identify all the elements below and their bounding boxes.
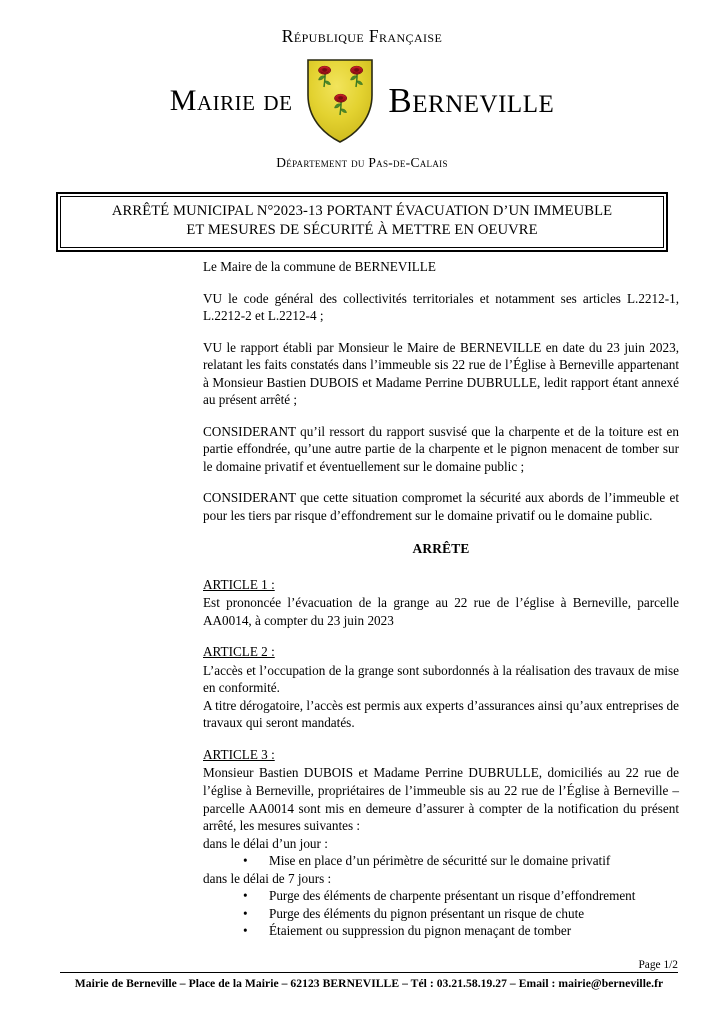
list-item — [243, 887, 679, 905]
list-item-label: Mise en place d’un périmètre de sécuritté sur le domaine privatif — [269, 853, 611, 869]
footer-contact-line: Mairie de Berneville – Place de la Mairie – 62123 BERNEVILLE – Tél : 03.21.58.19.27 – Email : mairie@berneville.fr — [74, 977, 664, 990]
list-item — [243, 852, 679, 870]
bullet-icon: • — [243, 923, 248, 939]
article-paragraph: L’accès et l’occupation de la grange sont subordonnés à la réalisation des travaux de mise en conformité. — [203, 662, 679, 696]
document-footer — [60, 959, 678, 990]
article-paragraph: A titre dérogatoire, l’accès est permis aux experts d’assurances ainsi qu’aux entreprises de travaux qui seront mandatés. — [203, 697, 679, 731]
article-heading: ARTICLE 2 : — [203, 644, 275, 660]
vu-paragraph-1: VU le code général des collectivités territoriales et notamment ses articles L.2212-1, L.2212-2 et L.2212-4 ; — [203, 290, 679, 324]
delay-lead-line: dans le délai de 7 jours : — [203, 870, 332, 886]
page-number: Page 1/2 — [638, 959, 678, 971]
list-item-label: Étaiement ou suppression du pignon menaçant de tomber — [269, 923, 572, 939]
mayor-intro-paragraph: Le Maire de la commune de BERNEVILLE — [203, 259, 436, 274]
bullet-icon: • — [243, 905, 248, 921]
list-item-label: Purge des éléments de charpente présentant un risque d’effondrement — [269, 888, 636, 904]
article-block — [203, 643, 679, 732]
coat-of-arms-icon — [304, 57, 376, 145]
decree-title-inner — [60, 196, 664, 249]
vu-paragraph-2: VU le rapport établi par Monsieur le Maire de BERNEVILLE en date du 23 juin 2023, relatant les faits constatés dans l’immeuble sis 22 rue de l’Église à Berneville appartenant à Monsieur Bastien DUBOIS et Madame Perrine DUBRULLE, ledit rapport étant annexé au présent arrêté ; — [203, 339, 679, 408]
republique-francaise-heading: République Française — [281, 26, 443, 46]
delay-lead-line: dans le délai d’un jour : — [203, 835, 328, 851]
list-item — [243, 905, 679, 923]
article-block — [203, 576, 679, 630]
bullet-icon: • — [243, 853, 248, 869]
article-heading: ARTICLE 3 : — [203, 746, 275, 762]
arrete-heading: ARRÊTE — [412, 540, 470, 556]
article-paragraph: Est prononcée l’évacuation de la grange au 22 rue de l’église à Berneville, parcelle AA0014, à compter du 23 juin 2023 — [203, 595, 679, 628]
document-body — [203, 258, 679, 940]
measures-list — [203, 887, 679, 940]
measures-list — [203, 852, 679, 870]
mairie-prefix-text: Mairie de — [169, 83, 293, 117]
decree-title-line-1: ARRÊTÉ MUNICIPAL N°2023-13 PORTANT ÉVACUATION D’UN IMMEUBLE — [111, 202, 613, 219]
article-heading: ARTICLE 1 : — [203, 576, 275, 592]
footer-divider — [60, 972, 678, 973]
article-block — [203, 746, 679, 940]
decree-title-box — [56, 192, 668, 253]
article-paragraph: Monsieur Bastien DUBOIS et Madame Perrine DUBRULLE, domiciliés au 22 rue de l’église à Berneville, propriétaires de l’immeuble sis au 22 rue de l’Église à Berneville – parcelle AA0014 sont mis en demeure d’assurer à compter de la notification du présent arrêté, les mesures suivantes : — [203, 765, 679, 834]
departement-subheading: Département du Pas-de-Calais — [276, 154, 448, 170]
document-header — [0, 28, 724, 171]
considerant-paragraph-1: CONSIDERANT qu’il ressort du rapport susvisé que la charpente et de la toiture est en partie effondrée, qu’une autre partie de la charpente et le pignon menacent de tomber sur le domaine privatif et éventuellement sur le domaine public ; — [203, 423, 679, 474]
list-item-label: Purge des éléments du pignon présentant un risque de chute — [269, 905, 585, 921]
list-item — [243, 922, 679, 940]
decree-title-line-2: ET MESURES DE SÉCURITÉ À METTRE EN OEUVRE — [186, 222, 538, 239]
mairie-title-row — [0, 55, 724, 147]
considerant-paragraph-2: CONSIDERANT que cette situation compromet la sécurité aux abords de l’immeuble et pour les tiers par risque d’effondrement sur le domaine privatif ou le domaine public. — [203, 490, 679, 524]
bullet-icon: • — [243, 888, 248, 904]
commune-name-text: Berneville — [388, 81, 555, 120]
